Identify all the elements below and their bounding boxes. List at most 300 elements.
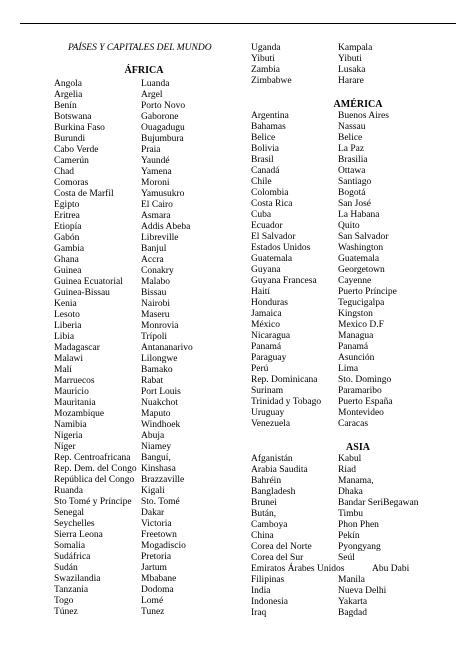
country-row	[54, 596, 240, 607]
africa-heading: ÁFRICA	[124, 65, 164, 76]
right-column	[251, 43, 461, 619]
country-row	[251, 54, 461, 65]
capital-name: Gaborone	[141, 112, 179, 122]
country-row	[54, 178, 240, 189]
country-name: Mauritania	[54, 398, 96, 408]
asia-list	[251, 454, 461, 619]
country-name: Belice	[251, 133, 276, 143]
country-name: Tanzania	[54, 585, 89, 595]
capital-name: Nueva Delhi	[338, 586, 387, 596]
country-name: Etiopía	[54, 222, 82, 232]
country-row	[54, 563, 240, 574]
country-name: Guyana	[251, 265, 281, 275]
country-name: Camboya	[251, 520, 288, 530]
country-row	[251, 276, 461, 287]
capital-name: Argel	[141, 90, 163, 100]
country-row	[54, 299, 240, 310]
country-row	[251, 375, 461, 386]
country-row	[54, 266, 240, 277]
capital-name: Nuakchot	[141, 398, 178, 408]
capital-name: Porto Novo	[141, 101, 186, 111]
country-row	[54, 277, 240, 288]
country-name: Uganda	[251, 43, 281, 53]
country-row	[251, 520, 461, 531]
country-name: Marruecos	[54, 376, 95, 386]
capital-name: Bagdad	[338, 608, 368, 618]
country-row	[54, 508, 240, 519]
country-row	[251, 397, 461, 408]
capital-name: Antananarivo	[141, 343, 193, 353]
capital-name: Quito	[338, 221, 360, 231]
country-row	[54, 376, 240, 387]
capital-name: Mexico D.F	[338, 320, 384, 330]
capital-name: Yaundé	[141, 156, 170, 166]
country-name: Bahréin	[251, 476, 282, 486]
country-name: Indonesia	[251, 597, 288, 607]
capital-name: Cayenne	[338, 276, 372, 286]
country-row	[54, 365, 240, 376]
capital-name: Maseru	[141, 310, 170, 320]
country-row	[251, 487, 461, 498]
country-row	[251, 498, 461, 509]
capital-name: La Habana	[338, 210, 380, 220]
country-row	[251, 265, 461, 276]
country-name: Malí	[54, 365, 72, 375]
capital-name: Malabo	[141, 277, 171, 287]
capital-name: Puerto España	[338, 397, 393, 407]
country-row	[251, 221, 461, 232]
country-name: Arabia Saudita	[251, 465, 308, 475]
country-name: Burkina Faso	[54, 123, 105, 133]
country-row	[54, 442, 240, 453]
capital-name: Caracas	[338, 419, 369, 429]
capital-name: Luanda	[141, 79, 170, 89]
country-row	[54, 211, 240, 222]
capital-name: Victoria	[141, 519, 172, 529]
country-name: Sudáfrica	[54, 552, 91, 562]
capital-name: Buenos Aires	[338, 111, 389, 121]
capital-name: Libreville	[141, 233, 179, 243]
country-name: Rep. Dominicana	[251, 375, 318, 385]
left-column	[54, 42, 240, 618]
capital-name: Ouagadugu	[141, 123, 185, 133]
country-name: Costa Rica	[251, 199, 293, 209]
country-name: Chad	[54, 167, 75, 177]
country-row	[54, 123, 240, 134]
country-row	[251, 386, 461, 397]
country-name: Venezuela	[251, 419, 291, 429]
country-row	[54, 552, 240, 563]
country-row	[54, 497, 240, 508]
country-name: Kenia	[54, 299, 77, 309]
country-name: Yibuti	[251, 54, 275, 64]
country-row	[54, 255, 240, 266]
africa-list-continued	[251, 43, 461, 87]
capital-name: Abu Dabi	[372, 564, 410, 574]
capital-name: Trípoli	[141, 332, 168, 342]
country-name: Corea del Sur	[251, 553, 304, 563]
capital-name: Bissau	[141, 288, 167, 298]
country-row	[54, 387, 240, 398]
country-name: Lesoto	[54, 310, 80, 320]
country-name: Costa de Marfil	[54, 189, 114, 199]
capital-name: Panamá	[338, 342, 369, 352]
capital-name: Freetown	[141, 530, 177, 540]
country-row	[251, 210, 461, 221]
country-row	[251, 177, 461, 188]
country-name: Liberia	[54, 321, 82, 331]
capital-name: Sto. Domingo	[338, 375, 392, 385]
capital-name: Pyongyang	[338, 542, 381, 552]
country-name: Estados Unidos	[251, 243, 311, 253]
capital-name: Port Louis	[141, 387, 181, 397]
country-row	[251, 454, 461, 465]
country-row	[251, 331, 461, 342]
country-name: Colombia	[251, 188, 289, 198]
country-name: Guinea Ecuatorial	[54, 277, 123, 287]
country-name: China	[251, 531, 274, 541]
country-name: Burundi	[54, 134, 86, 144]
country-name: Sierra Leona	[54, 530, 103, 540]
country-name: Guatemala	[251, 254, 293, 264]
country-row	[54, 90, 240, 101]
country-row	[251, 144, 461, 155]
country-name: Madagascar	[54, 343, 100, 353]
country-row	[54, 409, 240, 420]
capital-name: Kabul	[338, 454, 362, 464]
capital-name: Phon Phen	[338, 520, 379, 530]
country-row	[251, 531, 461, 542]
country-name: Cuba	[251, 210, 272, 220]
capital-name: Pretoria	[141, 552, 172, 562]
country-row	[54, 574, 240, 585]
capital-name: Accra	[141, 255, 164, 265]
capital-name: Montevideo	[338, 408, 384, 418]
country-row	[54, 475, 240, 486]
country-row	[251, 232, 461, 243]
capital-name: Pekín	[338, 531, 360, 541]
capital-name: Mogadiscio	[141, 541, 186, 551]
country-name: Túnez	[54, 607, 78, 617]
country-row	[54, 310, 240, 321]
country-name: Sto Tomé y Príncipe	[54, 497, 132, 507]
country-name: Canadá	[251, 166, 280, 176]
country-name: Ghana	[54, 255, 79, 265]
capital-name: Dodoma	[141, 585, 174, 595]
capital-name: Guatemala	[338, 254, 380, 264]
country-row	[54, 420, 240, 431]
country-row	[251, 542, 461, 553]
capital-name: Lilongwe	[141, 354, 178, 364]
asia-heading: ASIA	[346, 442, 370, 453]
country-row	[54, 167, 240, 178]
capital-name: Tunez	[141, 607, 165, 617]
capital-name: Banguí,	[141, 453, 171, 463]
country-row	[251, 553, 461, 564]
country-name: Comoras	[54, 178, 89, 188]
capital-name: Dakar	[141, 508, 165, 518]
country-name: Argelia	[54, 90, 83, 100]
country-name: Camerún	[54, 156, 89, 166]
country-row	[54, 244, 240, 255]
country-row	[251, 133, 461, 144]
capital-name: Kinshasa	[141, 464, 176, 474]
africa-list	[54, 79, 240, 618]
country-row	[54, 607, 240, 618]
country-name: Swazilandia	[54, 574, 101, 584]
capital-name: Nassau	[338, 122, 366, 132]
country-name: Guinea-Bissau	[54, 288, 110, 298]
country-row	[54, 112, 240, 123]
capital-name: Monrovia	[141, 321, 179, 331]
country-name: República del Congo	[54, 475, 135, 485]
country-row	[251, 408, 461, 419]
capital-name: Bandar SeriBegawan	[338, 498, 419, 508]
country-row	[251, 155, 461, 166]
capital-name: Addis Abeba	[141, 222, 191, 232]
capital-name: Brazzaville	[141, 475, 185, 485]
capital-name: Mbabane	[141, 574, 177, 584]
country-name: Benín	[54, 101, 77, 111]
country-name: Togo	[54, 596, 74, 606]
country-row	[251, 419, 461, 430]
capital-name: Lima	[338, 364, 359, 374]
capital-name: Bogotá	[338, 188, 366, 198]
header-rule	[20, 23, 456, 24]
country-row	[54, 464, 240, 475]
country-row	[251, 254, 461, 265]
country-name: Mozambique	[54, 409, 105, 419]
country-name: Guinea	[54, 266, 82, 276]
country-name: Rep. Dem. del Congo	[54, 464, 137, 474]
country-row	[251, 43, 461, 54]
country-name: Brunei	[251, 498, 277, 508]
capital-name: Praia	[141, 145, 161, 155]
capital-name: La Paz	[338, 144, 365, 154]
country-name: Seychelles	[54, 519, 95, 529]
country-name: México	[251, 320, 281, 330]
capital-name: Brasilia	[338, 155, 368, 165]
capital-name: Tegucigalpa	[338, 298, 385, 308]
capital-name: Bamako	[141, 365, 173, 375]
country-name: Bolivia	[251, 144, 279, 154]
country-row	[54, 486, 240, 497]
country-row	[54, 541, 240, 552]
country-row	[54, 530, 240, 541]
country-row	[54, 321, 240, 332]
country-name: Senegal	[54, 508, 85, 518]
capital-name: Nairobi	[141, 299, 171, 309]
capital-name: Yibuti	[338, 54, 362, 64]
country-row	[251, 111, 461, 122]
country-row	[251, 65, 461, 76]
country-name: Malawi	[54, 354, 84, 364]
capital-name: Yamena	[141, 167, 172, 177]
country-name: Zimbabwe	[251, 76, 292, 86]
country-row	[251, 199, 461, 210]
country-row	[251, 465, 461, 476]
capital-name: Harare	[338, 76, 364, 86]
country-name: Iraq	[251, 608, 267, 618]
capital-name: Kampala	[338, 43, 373, 53]
country-name: Nicaragua	[251, 331, 291, 341]
country-name: Jamaica	[251, 309, 282, 319]
capital-name: Sto. Tomé	[141, 497, 180, 507]
country-name: Afganistán	[251, 454, 293, 464]
country-row	[54, 453, 240, 464]
country-name: Corea del Norte	[251, 542, 312, 552]
country-name: Rep. Centroafricana	[54, 453, 131, 463]
country-row	[251, 575, 461, 586]
capital-name: Maputo	[141, 409, 171, 419]
country-name: Bangladesh	[251, 487, 296, 497]
country-name: El Salvador	[251, 232, 296, 242]
country-row	[251, 476, 461, 487]
country-name: Botswana	[54, 112, 92, 122]
country-name: Brasil	[251, 155, 274, 165]
capital-name: Asmara	[141, 211, 171, 221]
country-row	[251, 509, 461, 520]
country-name: Bahamas	[251, 122, 286, 132]
country-row	[251, 166, 461, 177]
capital-name: Washington	[338, 243, 384, 253]
country-name: Haití	[251, 287, 270, 297]
america-list	[251, 111, 461, 430]
country-name: Angola	[54, 79, 82, 89]
country-row	[251, 309, 461, 320]
country-name: Bután,	[251, 509, 277, 519]
country-name: Gabón	[54, 233, 80, 243]
country-row	[54, 398, 240, 409]
country-row	[54, 79, 240, 90]
country-row	[54, 332, 240, 343]
capital-name: Lomé	[141, 596, 164, 606]
country-name: Níger	[54, 442, 76, 452]
country-name: Cabo Verde	[54, 145, 99, 155]
country-row	[54, 585, 240, 596]
country-row	[251, 188, 461, 199]
document-title: PAÍSES Y CAPITALES DEL MUNDO	[68, 43, 212, 53]
country-row	[54, 431, 240, 442]
country-row	[54, 145, 240, 156]
capital-name: Belice	[338, 133, 363, 143]
country-name: Perú	[251, 364, 269, 374]
country-name: Ecuador	[251, 221, 283, 231]
country-name: Uruguay	[251, 408, 285, 418]
capital-name: Lusaka	[338, 65, 366, 75]
capital-name: San Salvador	[338, 232, 389, 242]
country-name: Ruanda	[54, 486, 84, 496]
capital-name: Paramaribo	[338, 386, 382, 396]
country-row	[54, 354, 240, 365]
country-name: Eritrea	[54, 211, 80, 221]
country-row	[251, 608, 461, 619]
america-heading: AMÉRICA	[333, 99, 383, 110]
capital-name: Bujumbura	[141, 134, 184, 144]
country-row	[251, 342, 461, 353]
capital-name: Moroni	[141, 178, 170, 188]
country-row	[251, 320, 461, 331]
country-row	[251, 122, 461, 133]
capital-name: Conakry	[141, 266, 174, 276]
capital-name: San José	[338, 199, 371, 209]
country-row	[54, 519, 240, 530]
country-name: Namibia	[54, 420, 87, 430]
country-row	[54, 222, 240, 233]
capital-name: Managua	[338, 331, 374, 341]
country-name: Honduras	[251, 298, 288, 308]
capital-name: El Cairo	[141, 200, 173, 210]
country-name: India	[251, 586, 271, 596]
country-name: Trinidad y Tobago	[251, 397, 322, 407]
capital-name: Windhoek	[141, 420, 181, 430]
country-row	[251, 243, 461, 254]
capital-name: Timbu	[338, 509, 363, 519]
country-row	[54, 233, 240, 244]
country-row	[54, 156, 240, 167]
country-name: Sudán	[54, 563, 78, 573]
country-name: Surinam	[251, 386, 284, 396]
country-name: Panamá	[251, 342, 282, 352]
capital-name: Yakarta	[338, 597, 368, 607]
capital-name: Jartum	[141, 563, 167, 573]
capital-name: Kigali	[141, 486, 165, 496]
capital-name: Seúl	[338, 553, 355, 563]
country-row	[251, 298, 461, 309]
country-row	[54, 343, 240, 354]
country-name: Chile	[251, 177, 272, 187]
country-name: Somalia	[54, 541, 86, 551]
country-name: Argentina	[251, 111, 289, 121]
capital-name: Rabat	[141, 376, 164, 386]
capital-name: Banjul	[141, 244, 167, 254]
country-row	[54, 101, 240, 112]
country-row	[54, 189, 240, 200]
country-row	[251, 586, 461, 597]
capital-name: Niamey	[141, 442, 172, 452]
country-name: Paraguay	[251, 353, 287, 363]
country-row	[54, 134, 240, 145]
capital-name: Asunción	[338, 353, 375, 363]
country-row	[251, 564, 461, 575]
country-row	[251, 597, 461, 608]
capital-name: Puerto Príncipe	[338, 287, 397, 297]
country-row	[54, 288, 240, 299]
capital-name: Manila	[338, 575, 365, 585]
country-name: Emiratos Árabes Unidos	[251, 564, 345, 574]
capital-name: Ottawa	[338, 166, 366, 176]
capital-name: Santiago	[338, 177, 372, 187]
country-row	[54, 200, 240, 211]
country-row	[251, 353, 461, 364]
capital-name: Kingston	[338, 309, 373, 319]
capital-name: Abuja	[141, 431, 165, 441]
country-name: Guyana Francesa	[251, 276, 317, 286]
country-name: Zambia	[251, 65, 281, 75]
country-row	[251, 76, 461, 87]
country-name: Filipinas	[251, 575, 285, 585]
country-row	[251, 287, 461, 298]
country-row	[251, 364, 461, 375]
country-name: Egipto	[54, 200, 80, 210]
country-name: Libia	[54, 332, 75, 342]
capital-name: Georgetown	[338, 265, 385, 275]
country-name: Nigeria	[54, 431, 83, 441]
capital-name: Manama,	[338, 476, 374, 486]
capital-name: Dhaka	[338, 487, 363, 497]
country-name: Gambia	[54, 244, 85, 254]
country-name: Mauricio	[54, 387, 89, 397]
